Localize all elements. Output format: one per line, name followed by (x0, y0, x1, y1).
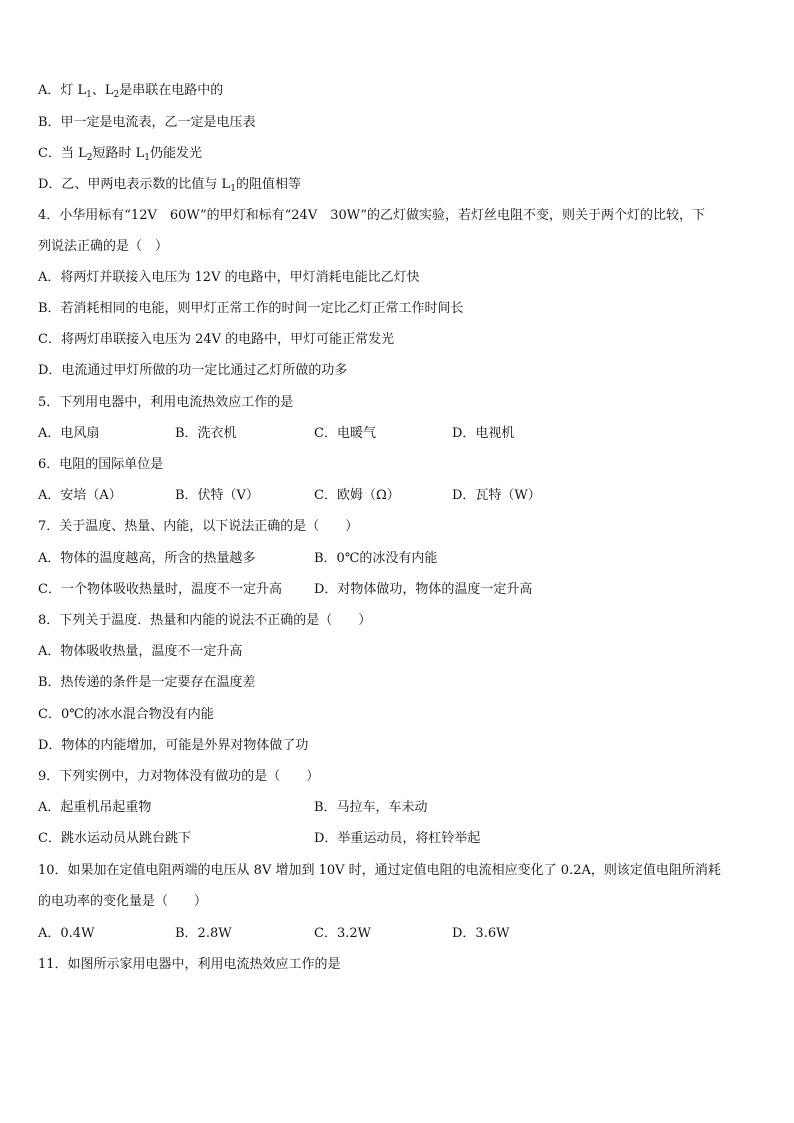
q8-option-a: A．物体吸收热量，温度不一定升高 (38, 644, 243, 659)
q8-option-b: B．热传递的条件是一定要存在温度差 (38, 675, 256, 690)
q10-stem-line1: 10．如果加在定值电阻两端的电压从 8V 增加到 10V 时，通过定值电阻的电流相应变化了 0.2A，则该定值电阻所消耗 (38, 863, 721, 878)
q5-option-c: C．电暖气 (314, 426, 376, 441)
q6-options (38, 487, 758, 505)
q5-stem: 5．下列用电器中，利用电流热效应工作的是 (38, 395, 294, 410)
q6-option-a: A．安培（A） (38, 488, 122, 503)
q4-option-c: C．将两灯串联接入电压为 24V 的电路中，甲灯可能正常发光 (38, 332, 395, 347)
q9-option-c: C．跳水运动员从跳台跳下 (38, 831, 191, 846)
q4-option-b: B．若消耗相同的电能，则甲灯正常工作的时间一定比乙灯正常工作时间长 (38, 301, 464, 316)
q9-option-b: B．马拉车，车未动 (314, 800, 428, 815)
q9-option-d: D．举重运动员，将杠铃举起 (314, 831, 481, 846)
q6-option-c: C．欧姆（Ω） (314, 488, 400, 503)
q8-option-d: D．物体的内能增加，可能是外界对物体做了功 (38, 738, 309, 753)
q3-option-a: A．灯 $L_1$、$L_2$是串联在电路中的 (38, 83, 224, 100)
q3-option-d: D．乙、甲两电表示数的比值与 $L_1$的阻值相等 (38, 177, 301, 194)
q11-stem: 11．如图所示家用电器中，利用电流热效应工作的是 (38, 957, 341, 972)
q7-option-a: A．物体的温度越高，所含的热量越多 (38, 551, 256, 566)
q7-options-row2 (38, 581, 758, 599)
q10-option-c: C．3.2W (314, 926, 371, 941)
q9-option-a: A．起重机吊起重物 (38, 800, 152, 815)
q3-option-b: B．甲一定是电流表，乙一定是电压表 (38, 115, 256, 130)
q10-stem-line2: 的电功率的变化量是（ ） (38, 894, 208, 909)
q5-option-a: A．电风扇 (38, 426, 100, 441)
q10-options (38, 925, 758, 943)
q4-option-d: D．电流通过甲灯所做的功一定比通过乙灯所做的功多 (38, 363, 348, 378)
q10-option-b: B．2.8W (175, 926, 232, 941)
q7-option-b: B．0℃的冰没有内能 (314, 551, 438, 566)
q7-option-d: D．对物体做功，物体的温度一定升高 (314, 582, 533, 597)
q7-option-c: C．一个物体吸收热量时，温度不一定升高 (38, 582, 282, 597)
q5-option-d: D．电视机 (452, 426, 515, 441)
q6-option-b: B．伏特（V） (175, 488, 259, 503)
q9-options-row1 (38, 799, 758, 817)
q5-options (38, 425, 758, 443)
q6-option-d: D．瓦特（W） (452, 488, 541, 503)
q5-option-b: B．洗衣机 (175, 426, 237, 441)
q7-options-row1 (38, 550, 758, 568)
q4-stem-line1: 4．小华用标有“12V 60W”的甲灯和标有“24V 30W”的乙灯做实验，若灯丝电阻不变，则关于两个灯的比较，下 (38, 208, 706, 223)
q8-option-c: C．0℃的冰水混合物没有内能 (38, 707, 214, 722)
q4-option-a: A．将两灯并联接入电压为 12V 的电路中，甲灯消耗电能比乙灯快 (38, 270, 420, 285)
q4-stem-line2: 列说法正确的是（ ） (38, 239, 169, 254)
q10-option-a: A．0.4W (38, 926, 95, 941)
q9-stem: 9．下列实例中，力对物体没有做功的是（ ） (38, 769, 320, 784)
q9-options-row2 (38, 830, 758, 848)
q6-stem: 6．电阻的国际单位是 (38, 457, 164, 472)
q8-stem: 8．下列关于温度．热量和内能的说法不正确的是（ ） (38, 613, 372, 628)
q10-option-d: D．3.6W (452, 926, 510, 941)
q3-option-c: C．当 $L_2$短路时 $L_1$仍能发光 (38, 146, 202, 163)
q7-stem: 7．关于温度、热量、内能，以下说法正确的是（ ） (38, 519, 359, 534)
